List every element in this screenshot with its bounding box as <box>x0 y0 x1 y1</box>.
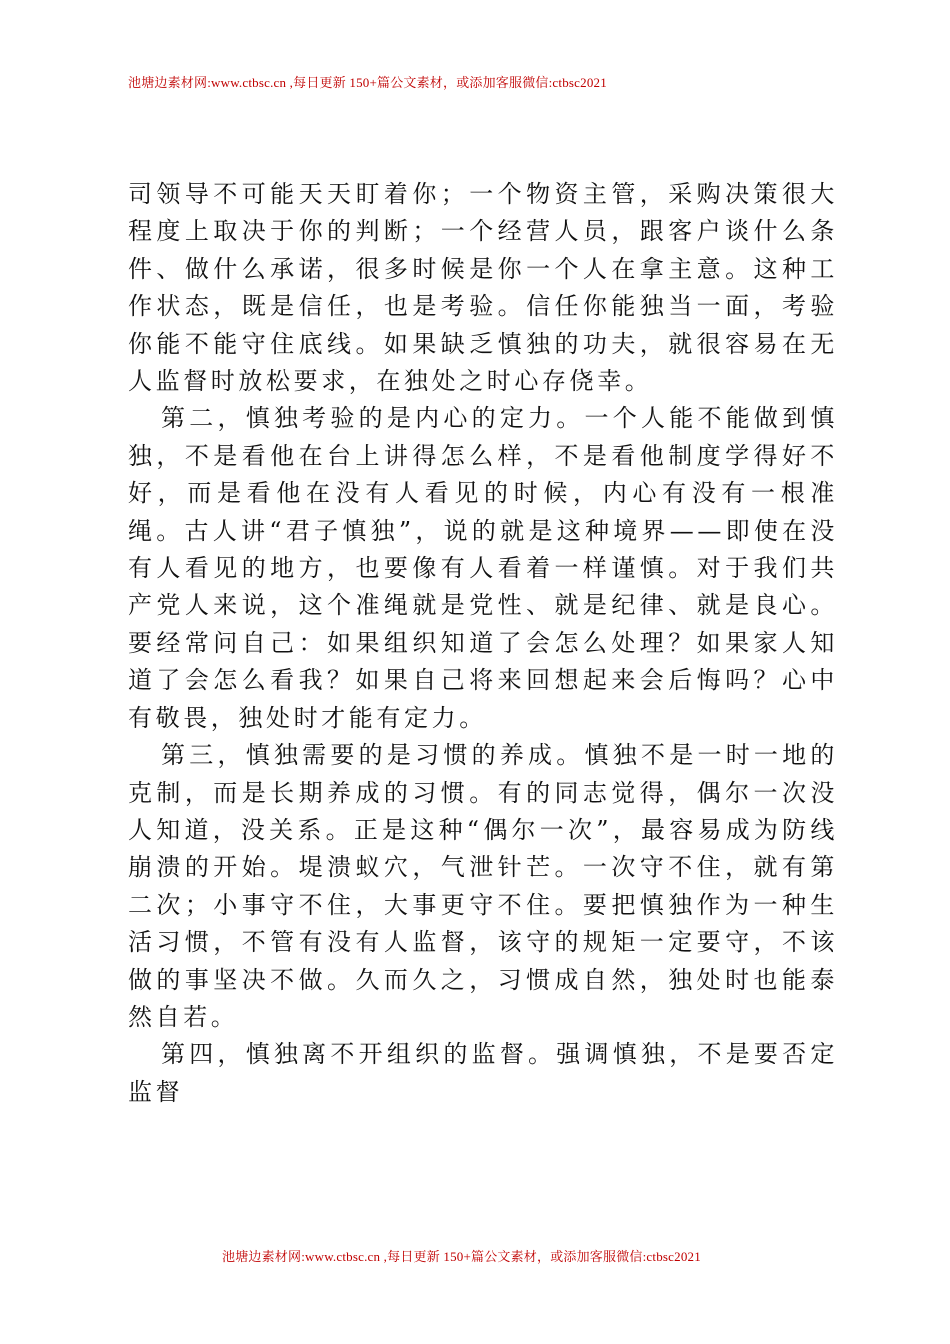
footer-watermark-note: 池塘边素材网:www.ctbsc.cn ,每日更新 150+篇公文素材，或添加客服微信:ctbsc2021 <box>222 1249 701 1264</box>
header-watermark-note: 池塘边素材网:www.ctbsc.cn ,每日更新 150+篇公文素材，或添加客服微信:ctbsc2021 <box>128 75 607 90</box>
document-body <box>128 176 838 1111</box>
paragraph-third-point: 第三，慎独需要的是习惯的养成。慎独不是一时一地的克制，而是长期养成的习惯。有的同志觉得，偶尔一次没人知道，没关系。正是这种“偶尔一次”，最容易成为防线崩溃的开始。堤溃蚁穴，气泄针芒。一次守不住，就有第二次；小事守不住，大事更守不住。要把慎独作为一种生活习惯，不管有没有人监督，该守的规矩一定要守，不该做的事坚决不做。久而久之，习惯成自然，独处时也能泰然自若。 <box>128 741 838 1031</box>
paragraph-fourth-point: 第四，慎独离不开组织的监督。强调慎独，不是要否定监督 <box>128 1040 838 1106</box>
paragraph-second-point: 第二，慎独考验的是内心的定力。一个人能不能做到慎独，不是看他在台上讲得怎么样，不是看他制度学得好不好，而是看他在没有人看见的时候，内心有没有一根准绳。古人讲“君子慎独”，说的就是这种境界——即使在没有人看见的地方，也要像有人看着一样谨慎。对于我们共产党人来说，这个准绳就是党性、就是纪律、就是良心。要经常问自己：如果组织知道了会怎么处理？如果家人知道了会怎么看我？如果自己将来回想起来会后悔吗？心中有敬畏，独处时才能有定力。 <box>128 404 838 732</box>
paragraph-continuation: 司领导不可能天天盯着你；一个物资主管，采购决策很大程度上取决于你的判断；一个经营人员，跟客户谈什么条件、做什么承诺，很多时候是你一个人在拿主意。这种工作状态，既是信任，也是考验。信任你能独当一面，考验你能不能守住底线。如果缺乏慎独的功夫，就很容易在无人监督时放松要求，在独处之时心存侥幸。 <box>128 180 838 396</box>
